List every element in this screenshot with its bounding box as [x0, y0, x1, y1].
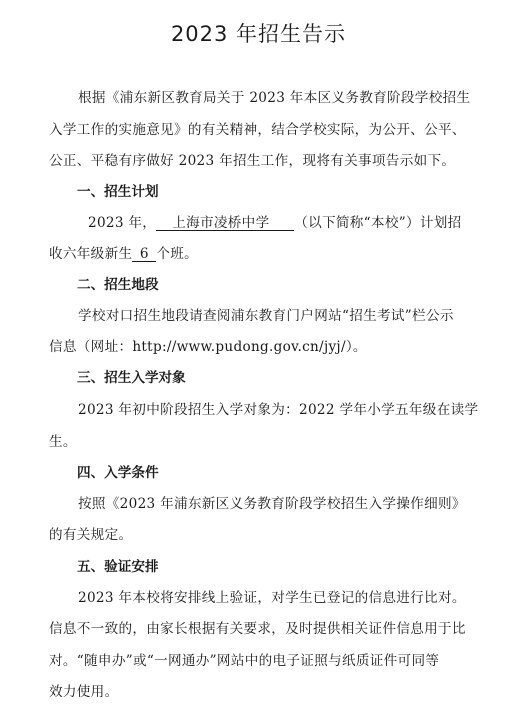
section5-line-2: 信息不一致的，由家长根据有关要求，及时提供相关证件信息用于比 — [49, 621, 466, 637]
section3-line-1: 2023 年初中阶段招生入学对象为：2022 学年小学五年级在读学 — [78, 402, 479, 418]
section1-line2-suffix: 个班。 — [156, 246, 199, 262]
section4-line-1: 按照《2023 年浦东新区义务教育阶段学校招生入学操作细则》 — [78, 496, 466, 512]
section1-line-1 — [88, 211, 462, 231]
section5-line-4: 效力使用。 — [49, 684, 119, 700]
section4-line-2: 的有关规定。 — [49, 527, 133, 543]
section-heading-enrollment-plan: 一、招生计划 — [77, 184, 159, 200]
section1-line-2 — [49, 242, 198, 262]
intro-line-3: 公正、平稳有序做好 2023 年招生工作，现将有关事项告示如下。 — [49, 153, 456, 169]
section-heading-enrollment-target: 三、招生入学对象 — [77, 370, 186, 386]
section1-line2-prefix: 收六年级新生 — [49, 246, 133, 262]
school-name-field: 上海市凌桥中学 — [156, 216, 294, 231]
section5-line-1: 2023 年本校将安排线上验证，对学生已登记的信息进行比对。 — [78, 590, 466, 606]
intro-line-2: 入学工作的实施意见》的有关精神，结合学校实际，为公开、公平、 — [49, 122, 466, 138]
section-heading-enrollment-zone: 二、招生地段 — [77, 277, 159, 293]
section-heading-admission-conditions: 四、入学条件 — [77, 465, 159, 481]
class-count-field: 6 — [132, 247, 156, 262]
page-title: 2023 年招生告示 — [170, 22, 347, 46]
intro-line-1: 根据《浦东新区教育局关于 2023 年本区义务教育阶段学校招生 — [78, 90, 471, 106]
section-heading-verification: 五、验证安排 — [77, 559, 159, 575]
section3-line-2: 生。 — [49, 434, 77, 450]
section5-line-3: 对。“随申办”或“一网通办”网站中的电子证照与纸质证件可同等 — [49, 653, 440, 669]
section2-line-2: 信息（网址：http://www.pudong.gov.cn/jyj/）。 — [49, 339, 367, 355]
section2-line-1: 学校对口招生地段请查阅浦东教育门户网站“招生考试”栏公示 — [78, 308, 454, 324]
section1-line1-prefix: 2023 年， — [88, 215, 157, 231]
section1-line1-suffix: （以下简称“本校”）计划招 — [294, 215, 462, 231]
